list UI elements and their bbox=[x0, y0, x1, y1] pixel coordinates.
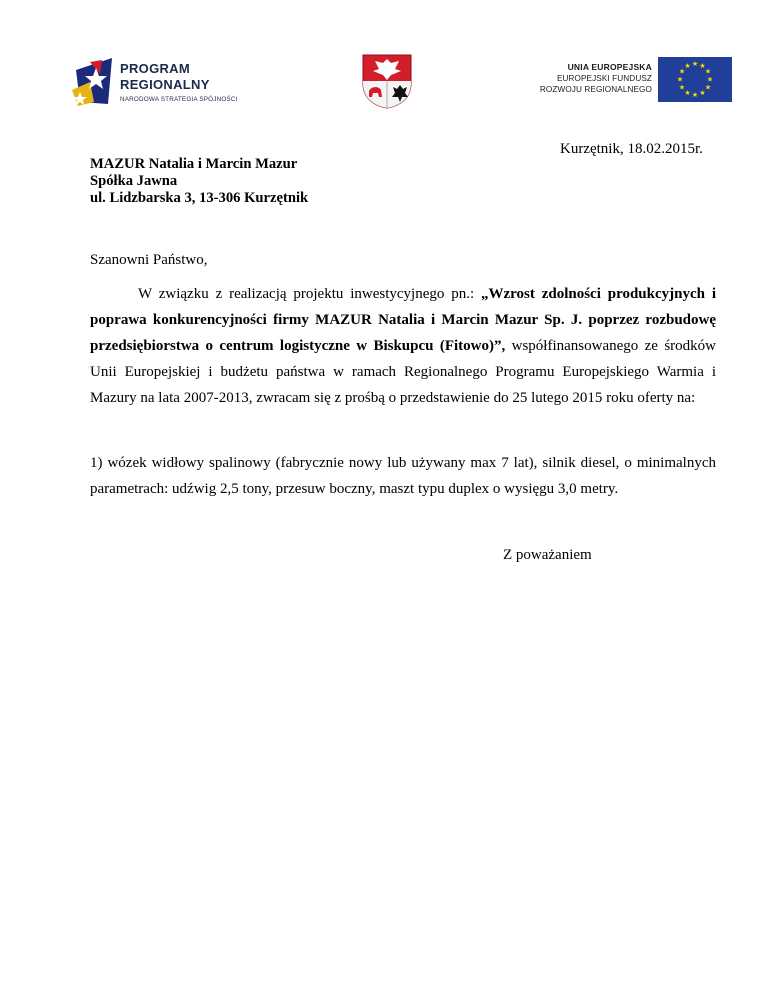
recipient-line3: ul. Lidzbarska 3, 13-306 Kurzętnik bbox=[90, 190, 309, 206]
program-logo-line2: REGIONALNY bbox=[120, 77, 210, 92]
svg-text:★: ★ bbox=[699, 62, 706, 70]
eu-logo-line1: UNIA EUROPEJSKA bbox=[567, 62, 652, 72]
svg-text:★: ★ bbox=[704, 67, 712, 76]
warmia-mazury-coat-of-arms bbox=[361, 53, 413, 109]
paragraph-intro: W związku z realizacją projektu inwestycyjnego pn.: bbox=[138, 286, 481, 302]
svg-text:★: ★ bbox=[678, 67, 686, 76]
svg-text:★: ★ bbox=[676, 75, 684, 84]
program-logo-line1: PROGRAM bbox=[120, 61, 190, 76]
coat-of-arms-icon bbox=[361, 53, 413, 109]
salutation: Szanowni Państwo, bbox=[90, 252, 208, 268]
letter-paragraph-item: 1) wózek widłowy spalinowy (fabrycznie nowy lub używany max 7 lat), silnik diesel, o minimalnych parametrach: udźwig 2,5 tony, przesuw boczny, maszt typu duplex o wysięgu 3,0 metry. bbox=[90, 455, 716, 497]
eu-logo-line3: ROZWOJU REGIONALNEGO bbox=[539, 85, 652, 94]
svg-text:★: ★ bbox=[691, 60, 699, 68]
letter-paragraph-request bbox=[90, 281, 716, 411]
eu-flag bbox=[658, 57, 732, 102]
recipient-address bbox=[90, 156, 308, 207]
eu-logo-text bbox=[520, 62, 652, 95]
program-regionalny-logo bbox=[72, 56, 252, 108]
eu-flag-icon bbox=[658, 57, 732, 102]
svg-text:★: ★ bbox=[691, 91, 699, 99]
svg-text:★: ★ bbox=[699, 89, 706, 97]
program-logo-line3: NARODOWA STRATEGIA SPÓJNOŚCI bbox=[120, 96, 238, 103]
svg-text:★: ★ bbox=[678, 83, 686, 92]
letter-date: Kurzętnik, 18.02.2015r. bbox=[560, 141, 703, 157]
recipient-line1: MAZUR Natalia i Marcin Mazur bbox=[90, 156, 298, 172]
eu-logo-line2: EUROPEJSKI FUNDUSZ bbox=[556, 74, 652, 83]
project-title: „Wzrost zdolności produkcyjnych i poprawa konkurencyjności firmy MAZUR Natalia i Marcin Mazur Sp. J. poprzez rozbudowę przedsiębiorstwa o centrum logistyczne w Biskupcu (Fitowo)”, bbox=[90, 286, 717, 354]
recipient-line2: Spółka Jawna bbox=[90, 173, 178, 189]
paragraph-rest: współfinansowanego ze środków Unii Europejskiej i budżetu państwa w ramach Regionalnego Programu Europejskiego Warmia i Mazury na lata 2007-2013, zwracam się z prośbą o przedstawienie do 25 lutego 2015 roku oferty na: bbox=[90, 338, 716, 406]
svg-text:★: ★ bbox=[684, 62, 691, 70]
svg-text:★: ★ bbox=[706, 75, 714, 84]
svg-text:★: ★ bbox=[684, 89, 691, 97]
program-regionalny-emblem-icon bbox=[72, 56, 118, 106]
svg-text:★: ★ bbox=[704, 83, 712, 92]
signoff: Z poważaniem bbox=[503, 547, 592, 563]
